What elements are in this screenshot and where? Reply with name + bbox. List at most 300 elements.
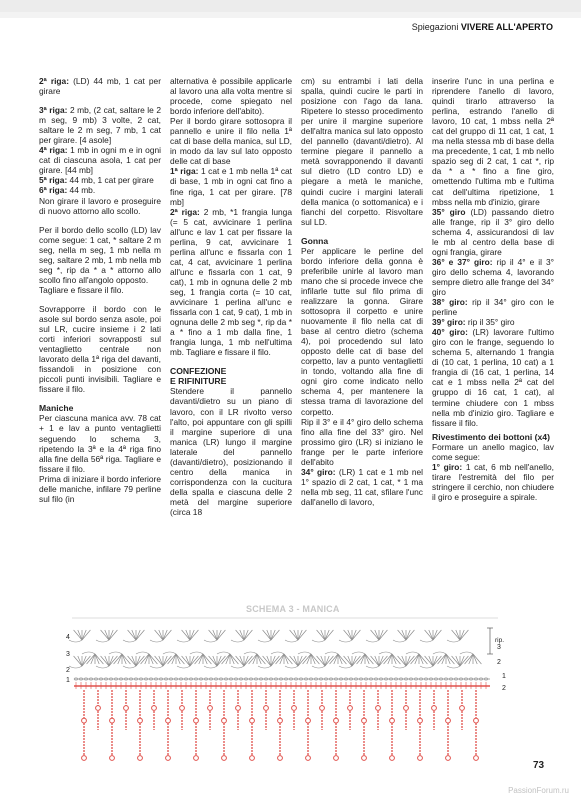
fan-stitch xyxy=(280,654,284,664)
bead xyxy=(82,718,87,723)
fan-stitch xyxy=(392,654,400,664)
fan-stitch xyxy=(217,630,221,640)
paragraph: Per il bordo dello scollo (LD) lav come segue: 1 cat, * saltare 2 m seg, nella m seg, 1 mb nella m seg, saltare 2 mb, 1 mb nella mb seg *, rip da * a * attorno allo scollo fino all'angolo opposto. xyxy=(39,224,161,285)
chain-arc xyxy=(420,640,433,642)
fan-stitch xyxy=(236,630,244,640)
fan-stitch xyxy=(230,654,238,664)
fan-stitch xyxy=(398,630,406,640)
chain-arc xyxy=(217,652,230,654)
fan-stitch xyxy=(317,630,325,640)
fan-stitch xyxy=(82,630,90,640)
fan-stitch xyxy=(101,656,109,666)
bead xyxy=(306,756,311,761)
stitch-fans xyxy=(69,630,481,668)
bead xyxy=(404,706,409,711)
paragraph xyxy=(432,297,554,317)
fan-stitch xyxy=(406,656,410,666)
fan-stitch xyxy=(348,656,352,666)
chain-arc xyxy=(298,652,311,654)
step-text: 44 mb. xyxy=(67,185,96,196)
fan-stitch xyxy=(321,630,325,640)
fan-stitch xyxy=(190,630,198,640)
row-label-right: 3 xyxy=(497,644,501,651)
section-title: VIVERE ALL'APERTO xyxy=(460,22,553,32)
paragraph xyxy=(432,317,554,327)
fan-stitch xyxy=(128,656,136,666)
step-text: rip il 4° e il 3° giro dello schema 4, lavorando sempre dietro alle frange del 34° giro xyxy=(432,256,554,297)
fan-stitch xyxy=(267,630,271,640)
chain-arc xyxy=(204,666,217,668)
step-label: 36° e 37° giro: xyxy=(432,256,493,267)
step-label: 34° giro: xyxy=(301,466,336,477)
heading-confezione: CONFEZIONE xyxy=(170,366,227,377)
column-4 xyxy=(432,76,554,502)
fan-stitch xyxy=(136,656,140,666)
chain-arc xyxy=(460,652,473,654)
fan-stitch xyxy=(176,654,180,664)
fan-stitch xyxy=(78,630,82,640)
step-label: 35° giro xyxy=(432,206,466,217)
chain-arc xyxy=(109,652,122,654)
step-label: 5ª riga: xyxy=(39,175,68,186)
step-label: 2ª riga: xyxy=(170,206,200,217)
fan-stitch xyxy=(82,630,86,640)
chain-arc xyxy=(393,640,406,642)
fan-stitch xyxy=(253,654,257,664)
fan-stitch xyxy=(392,654,396,664)
bead xyxy=(208,706,213,711)
fan-stitch xyxy=(473,654,477,664)
fan-stitch xyxy=(338,654,342,664)
bead xyxy=(110,756,115,761)
bead xyxy=(96,706,101,711)
fan-stitch xyxy=(456,630,460,640)
fan-stitch xyxy=(186,630,190,640)
bead xyxy=(306,718,311,723)
fan-stitch xyxy=(442,654,446,664)
fan-stitch xyxy=(159,656,163,666)
step-label: 2ª riga: xyxy=(39,76,69,86)
chain-arc xyxy=(96,666,109,668)
fan-stitch xyxy=(284,654,288,664)
fan-stitch xyxy=(190,630,194,640)
paragraph: Formare un anello magico, lav come segue: xyxy=(432,441,554,462)
step-text: (LR) 1 cat e 1 mb nel 1° spazio di 2 cat, 1 cat, * 1 ma nella mb seg, 11 cat, sfilare l'unc dall'anello di lavoro, xyxy=(301,466,423,507)
chain-arc xyxy=(190,652,203,654)
step-label: 4ª riga: xyxy=(39,145,68,156)
fan-stitch xyxy=(290,630,298,640)
fan-stitch xyxy=(263,630,271,640)
paragraph: Stendere il pannello davanti/dietro su un piano di lavoro, con il LR rivolto verso l'alto, poi appuntare con gli spilli il margine superiore di una manica (LR) lungo il margine laterale del pannello (davanti/dietro), posizionando il centro della manica in corrispondenza con la cucitura della spalla e ciascuna delle 2 metà del margine superiore (circa 18 xyxy=(170,386,292,517)
fan-stitch xyxy=(203,654,211,664)
chain-arc xyxy=(231,640,244,642)
fan-stitch xyxy=(109,630,113,640)
row-label-left: 2 xyxy=(66,667,70,674)
bead xyxy=(278,756,283,761)
fan-stitch xyxy=(203,654,207,664)
chain-arc xyxy=(406,652,419,654)
watermark: PassionForum.ru xyxy=(508,786,569,795)
fan-stitch xyxy=(244,656,248,666)
fan-stitch xyxy=(379,630,387,640)
fan-stitch xyxy=(371,630,379,640)
bead xyxy=(222,718,227,723)
fan-stitch xyxy=(446,654,454,664)
fan-stitch xyxy=(452,656,460,666)
section-prefix: Spiegazioni xyxy=(411,22,459,32)
chain-arc xyxy=(339,666,352,668)
paragraph xyxy=(39,175,161,185)
fan-stitch xyxy=(105,656,109,666)
chain-arc xyxy=(339,640,352,642)
fan-stitch xyxy=(379,656,383,666)
fan-stitch xyxy=(263,656,271,666)
fan-stitch xyxy=(325,630,333,640)
chain-arc xyxy=(231,666,244,668)
fan-stitch xyxy=(217,656,221,666)
bead xyxy=(334,756,339,761)
bead xyxy=(194,718,199,723)
bead xyxy=(292,706,297,711)
fan-stitch xyxy=(433,630,441,640)
fan-stitch xyxy=(294,630,298,640)
step-text: rip il 34° giro con le perline xyxy=(432,297,554,318)
chain-arc xyxy=(258,640,271,642)
bead xyxy=(334,718,339,723)
paragraph xyxy=(170,166,292,206)
chain-arc xyxy=(258,666,271,668)
bead xyxy=(418,756,423,761)
fan-stitch xyxy=(149,654,153,664)
step-label: 38° giro: xyxy=(432,297,468,308)
bead xyxy=(138,756,143,761)
fan-stitch xyxy=(361,654,365,664)
fan-stitch xyxy=(398,656,406,666)
bead xyxy=(460,706,465,711)
fan-stitch xyxy=(213,656,217,666)
fan-stitch xyxy=(365,654,373,664)
fan-stitch xyxy=(244,630,248,640)
fan-stitch xyxy=(371,656,379,666)
paragraph: Non girare il lavoro e proseguire di nuovo attorno allo scollo. xyxy=(39,195,161,216)
chain-arc xyxy=(447,666,460,668)
paragraph: Prima di iniziare il bordo inferiore delle maniche, infilare 79 perline sul filo (in xyxy=(39,473,161,504)
paragraph: cm) su entrambi i lati della spalla, quindi cucire le parti in posizione con l'ago da lana. Ripetere lo stesso procedimento per unire il margine superiore dell'altra manica sul lato opposto del pannello (davanti/dietro). Al termine piegare il pannello a metà sovrapponendo il davanti sul dietro (LD contro LD) e piegare a metà le maniche, quindi cucire i margini laterali della manica (o sottomanica) e i fianchi del corpetto. Risvoltare sul LD. xyxy=(301,76,423,227)
fan-stitch xyxy=(190,656,194,666)
fan-stitch xyxy=(352,630,356,640)
fan-stitch xyxy=(456,656,460,666)
fan-stitch xyxy=(209,630,217,640)
paragraph: Rip il 3° e il 4° giro dello schema fino alla fine del 33° giro. Nel prossimo giro (LR) si iniziano le frange per le parte inferiore dell'abito xyxy=(301,416,423,467)
fan-stitch xyxy=(473,654,481,664)
fan-stitch xyxy=(338,654,346,664)
row-label-left: 4 xyxy=(66,634,70,641)
fan-stitch xyxy=(182,630,190,640)
fan-stitch xyxy=(182,656,190,666)
fan-stitch xyxy=(109,656,113,666)
fan-stitch xyxy=(226,654,230,664)
chain-arc xyxy=(69,666,82,668)
crochet-scheme-diagram xyxy=(60,606,510,766)
chain-arc xyxy=(163,652,176,654)
fan-stitch xyxy=(155,630,163,640)
fan-stitch xyxy=(419,654,423,664)
paragraph: Per applicare le perline del bordo inferiore della gonna è preferibile unirle al lavoro man mano che si procede invece che infilarle tutte sul filo prima di realizzare la gonna. Girare sottosopra il corpetto e unire nuovamente il filo nella cat di base al centro dietro (schema 4), poi procedendo sul lato opposto delle cat di base del corpetto, lav a punto ventaglietti in tondo, voltando alla fine di ogni giro come indicato nello schema 4, per mantenere la stessa trama di lavorazione del corpetto. xyxy=(301,245,423,417)
fan-stitch xyxy=(321,656,325,666)
fan-stitch xyxy=(307,654,311,664)
fan-stitch xyxy=(217,630,225,640)
row-label-right: 2 xyxy=(502,685,506,692)
fan-stitch xyxy=(271,630,279,640)
bead xyxy=(180,706,185,711)
bead xyxy=(264,706,269,711)
column-2 xyxy=(170,76,292,517)
fan-stitch xyxy=(155,656,163,666)
bead xyxy=(250,756,255,761)
fan-stitch xyxy=(74,630,82,640)
chain-arc xyxy=(177,640,190,642)
fan-stitch xyxy=(163,656,167,666)
fan-stitch xyxy=(419,654,427,664)
page-number: 73 xyxy=(533,760,545,771)
paragraph xyxy=(39,76,161,96)
fan-stitch xyxy=(344,656,352,666)
fan-stitch xyxy=(375,630,379,640)
bead xyxy=(138,718,143,723)
fan-stitch xyxy=(375,656,379,666)
chain-arc xyxy=(366,640,379,642)
fan-stitch xyxy=(325,630,329,640)
bead xyxy=(390,718,395,723)
bead xyxy=(348,706,353,711)
chain-arc xyxy=(325,652,338,654)
fan-stitch xyxy=(230,654,234,664)
subheading-maniche: Maniche xyxy=(39,403,74,414)
fan-stitch xyxy=(352,630,360,640)
row-label-left: 1 xyxy=(66,677,70,684)
paragraph: inserire l'unc in una perlina e riprendere l'anello di lavoro, quindi tirarlo attraverso la perlina, estrando l'anello di lavoro, 10 cat, 1 mbss nella 2ª cat del gruppo di 11 cat, 1 cat, 1 ma nella stessa mb di base della ma precedente, 1 cat, 1 mb nello spazio seg di 2 cat, 1 cat *, rip da * a * fino a fine giro, omettendo l'ultima mb e l'ultima cat dell'ultima ripetizione, 1 mbss nella mb d'inizio, girare xyxy=(432,76,554,207)
bead xyxy=(376,706,381,711)
fan-stitch xyxy=(446,654,450,664)
bead xyxy=(236,706,241,711)
bead xyxy=(152,706,157,711)
fan-stitch xyxy=(82,656,86,666)
page-header xyxy=(0,0,581,34)
fan-stitch xyxy=(91,654,95,664)
chain-arc xyxy=(447,640,460,642)
fan-stitch xyxy=(186,656,190,666)
fan-stitch xyxy=(334,654,338,664)
fan-stitch xyxy=(132,656,136,666)
bead xyxy=(474,756,479,761)
fan-stitch xyxy=(425,630,433,640)
chain-arc xyxy=(150,640,163,642)
paragraph: Tagliare e fissare il filo. xyxy=(39,284,124,295)
fan-stitch xyxy=(149,654,157,664)
chain-arc xyxy=(352,652,365,654)
bead xyxy=(446,756,451,761)
fan-stitch xyxy=(74,656,82,666)
repeat-label: rip. xyxy=(495,637,505,644)
base-chain xyxy=(74,678,490,689)
step-label: 3ª riga: xyxy=(39,105,68,116)
fan-stitch xyxy=(311,654,315,664)
step-label: 39° giro: xyxy=(432,317,466,328)
fan-stitch xyxy=(365,654,369,664)
chain-arc xyxy=(285,666,298,668)
fan-stitch xyxy=(415,654,419,664)
chain-arc xyxy=(123,666,136,668)
bead xyxy=(446,718,451,723)
fan-stitch xyxy=(294,656,298,666)
paragraph: Per il bordo girare sottosopra il pannello e unire il filo nella 1ª cat di base della manica, sul LD, in modo da lav sul lato opposto delle cat di base xyxy=(170,116,292,167)
fan-stitch xyxy=(159,630,163,640)
fan-stitch xyxy=(95,654,103,664)
paragraph xyxy=(39,145,161,175)
row-label-left: 3 xyxy=(66,651,70,658)
bead xyxy=(82,756,87,761)
scheme-title: SCHEMA 3 - MANICA xyxy=(246,604,340,614)
fan-stitch xyxy=(344,630,352,640)
row-label-right: 1 xyxy=(502,673,506,680)
step-text: 1 mb in ogni m e in ogni cat di ciascuna asola, 1 cat per girare. [44 mb] xyxy=(39,145,161,176)
fan-stitch xyxy=(122,654,130,664)
bead xyxy=(110,718,115,723)
bead xyxy=(278,718,283,723)
section-label xyxy=(412,22,553,32)
bead xyxy=(362,718,367,723)
chain-arc xyxy=(420,666,433,668)
step-text: 1 cat, 6 mb nell'anello, tirare l'estremità del filo per stringere il cerchio, non chiudere il giro e proseguire a spirale. xyxy=(432,461,554,502)
subheading-rivestimento: Rivestimento dei bottoni (x4) xyxy=(432,431,550,442)
fan-stitch xyxy=(298,656,302,666)
fan-stitch xyxy=(199,654,203,664)
chain-arc xyxy=(366,666,379,668)
bead xyxy=(474,718,479,723)
fan-stitch xyxy=(271,630,275,640)
paragraph: Per ciascuna manica avv. 78 cat + 1 e lav a punto ventaglietti seguendo lo schema 3, ripetendo la 3ª e la 4ª riga fino alla fine della 56ª riga. Tagliare e fissare il filo. xyxy=(39,413,161,474)
chain-arc xyxy=(312,666,325,668)
fan-stitch xyxy=(452,630,460,640)
bead xyxy=(194,756,199,761)
fan-stitch xyxy=(101,630,109,640)
chain-arc xyxy=(271,652,284,654)
fan-stitch xyxy=(209,656,217,666)
paragraph xyxy=(39,185,161,195)
fan-stitch xyxy=(429,656,433,666)
fan-stitch xyxy=(402,630,406,640)
fan-stitch xyxy=(145,654,149,664)
fan-stitch xyxy=(132,630,136,640)
fan-stitch xyxy=(325,656,329,666)
fan-stitch xyxy=(317,656,325,666)
fan-stitch xyxy=(433,656,437,666)
step-text: 1 cat e 1 mb nella 1ª cat di base, 1 mb in ogni cat fino a fine riga, 1 cat per girare. [78 mb] xyxy=(170,166,292,207)
paragraph xyxy=(301,467,423,507)
fan-stitch xyxy=(348,630,352,640)
fan-stitch xyxy=(425,656,433,666)
fan-stitch xyxy=(240,656,244,666)
fan-stitch xyxy=(163,630,167,640)
step-text: 44 mb, 1 cat per girare xyxy=(67,175,154,186)
chain-arc xyxy=(379,652,392,654)
paragraph xyxy=(39,105,161,145)
fan-stitch xyxy=(406,630,410,640)
step-text: 2 mb, *1 frangia lunga (= 5 cat, avvicinare 1 perlina all'unc e lav 1 cat per fissare la perlina, 9 cat, avvicinare 1 perlina all'unc e fissarla con 1 cat, 4 cat, avvicinare 1 perlina all'unc e fissarla con 1 cat, 9 cat), 1 mb in ognuna delle 2 mb seg, 1 frangia corta (= 10 cat, avvicinare 1 perlina all'unc e fissarla con 1 cat, 9 cat), 1 mb in ognuna delle 2 mb seg *, rip da * a * fino a 1 mb dalla fine, 1 frangia lunga, 1 mb nell'ultima mb. Tagliare e fissare il filo. xyxy=(170,206,293,358)
paragraph xyxy=(170,207,292,358)
chain-arc xyxy=(150,666,163,668)
step-label: 1° giro: xyxy=(432,461,463,472)
bead xyxy=(362,756,367,761)
fan-stitch xyxy=(128,630,136,640)
step-label: 40° giro: xyxy=(432,327,468,338)
chain-arc xyxy=(69,640,82,642)
step-label: 6ª riga: xyxy=(39,185,68,196)
fan-stitch xyxy=(236,656,244,666)
bead xyxy=(418,718,423,723)
chain-arc xyxy=(312,640,325,642)
fan-stitch xyxy=(406,630,414,640)
bead xyxy=(320,706,325,711)
chain-arc xyxy=(393,666,406,668)
fan-stitch xyxy=(257,654,265,664)
fan-stitch xyxy=(95,654,99,664)
chain-arc xyxy=(177,666,190,668)
heading-rifiniture: E RIFINITURE xyxy=(170,376,227,387)
fan-stitch xyxy=(240,630,244,640)
bead xyxy=(432,706,437,711)
paragraph: alternativa è possibile applicarle al lavoro una alla volta mentre si procede, come spiegato nel bordo inferiore dell'abito). xyxy=(170,76,292,117)
bead xyxy=(222,756,227,761)
chain-arc xyxy=(285,640,298,642)
bead xyxy=(250,718,255,723)
paragraph: Sovrapporre il bordo con le asole sul bordo senza asole, poi sul LR, cucire insieme i 2 lati corti inferiori sovrapposti sul ventaglietto centrale non lavorato della 1ª riga del davanti, fissandoli in posizione con piccoli punti invisibili. Tagliare e fissare il filo. xyxy=(39,303,161,395)
fan-stitch xyxy=(163,630,171,640)
bead xyxy=(124,706,129,711)
step-label: 1ª riga: xyxy=(170,166,199,177)
step-text: (LD) 44 mb, 1 cat per girare xyxy=(39,76,161,97)
chain-arc xyxy=(96,640,109,642)
fan-stitch xyxy=(290,656,298,666)
step-text: rip il 35° giro xyxy=(465,317,515,328)
article-columns xyxy=(39,76,554,576)
fan-stitch xyxy=(298,630,306,640)
bead xyxy=(166,756,171,761)
column-1 xyxy=(39,76,161,504)
fan-stitch xyxy=(460,630,468,640)
chain-arc xyxy=(244,652,257,654)
fan-stitch xyxy=(257,654,261,664)
fan-stitch xyxy=(267,656,271,666)
fan-stitch xyxy=(122,654,126,664)
fan-stitch xyxy=(352,656,356,666)
subheading-gonna: Gonna xyxy=(301,235,329,246)
step-text: 2 mb, (2 cat, saltare le 2 m seg, 9 mb) 3 volte, 2 cat, saltare le 2 m seg, 7 mb, 1 cat per girare. [4 asole] xyxy=(39,105,161,146)
fan-stitch xyxy=(469,654,473,664)
fan-stitch xyxy=(429,630,433,640)
fan-stitch xyxy=(433,630,437,640)
column-3 xyxy=(301,76,423,507)
bead xyxy=(166,718,171,723)
fan-stitch xyxy=(213,630,217,640)
chain-arc xyxy=(204,640,217,642)
fan-stitch xyxy=(78,656,82,666)
paragraph xyxy=(432,207,554,257)
header-bar xyxy=(0,12,581,18)
fan-stitch xyxy=(298,630,302,640)
fan-stitch xyxy=(271,656,275,666)
bead xyxy=(390,756,395,761)
